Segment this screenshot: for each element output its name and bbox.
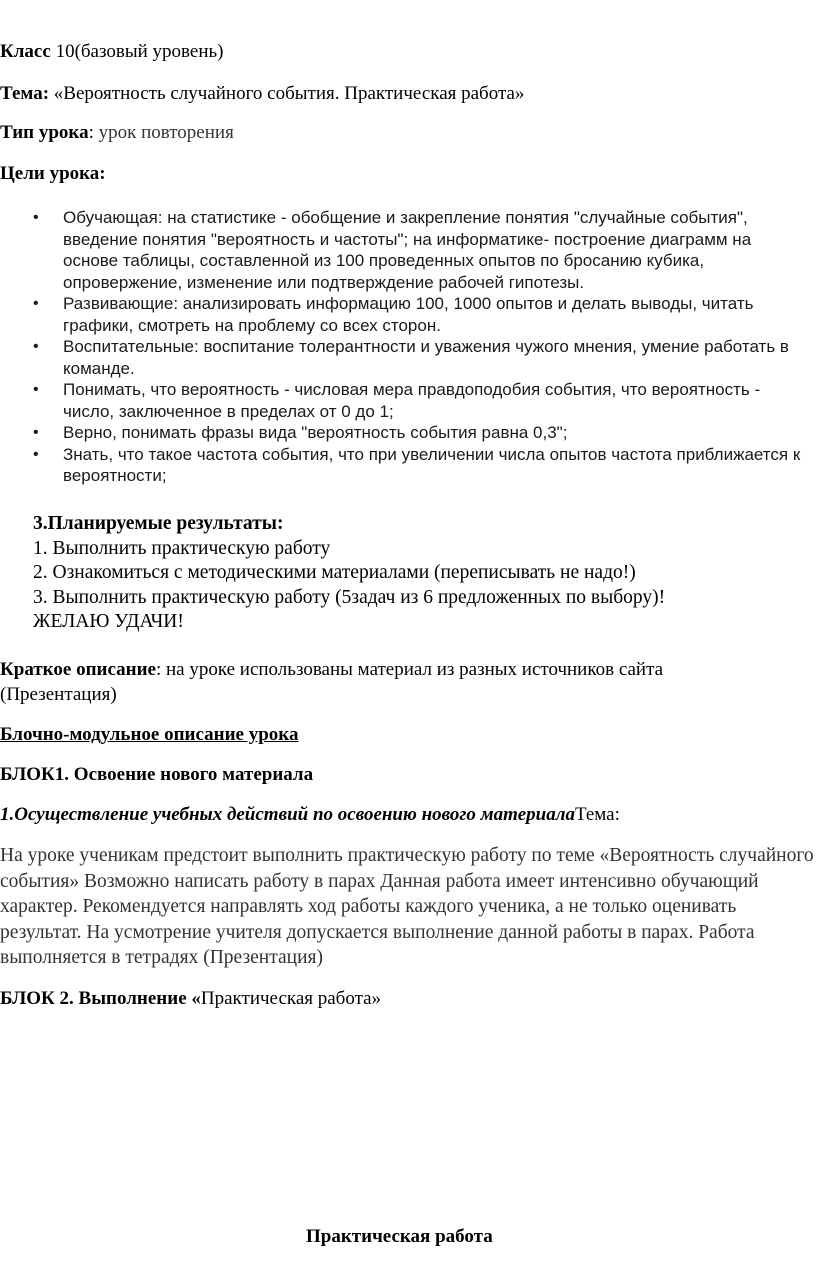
topic-value: «Вероятность случайного события. Практическая работа» [49, 83, 525, 104]
block1-subtitle-bold: 1.Осуществление учебных действий по освоению нового материала [0, 804, 575, 825]
summary-label: Краткое описание [0, 659, 156, 680]
block2-tail: Практическая работа» [200, 988, 382, 1009]
class-line [0, 41, 224, 63]
block2-line [0, 988, 381, 1010]
list-item: ЖЕЛАЮ УДАЧИ! [33, 611, 184, 632]
footer-title: Практическая работа [306, 1226, 493, 1247]
topic-label: Тема: [0, 83, 50, 104]
summary [0, 657, 800, 707]
block2-label: БЛОК 2. Выполнение « [0, 988, 201, 1009]
list-item: 2. Ознакомиться с методическими материалами (переписывать не надо!) [33, 562, 636, 583]
goals-heading: Цели урока: [0, 163, 106, 184]
list-item: • Знать, что такое частота события, что при увеличении числа опытов частота приближается к вероятности; [33, 444, 808, 487]
lesson-type-sep: : [88, 122, 94, 143]
list-item: • Воспитательные: воспитание толерантности и уважения чужого мнения, умение работать в команде. [33, 336, 808, 379]
class-label: Класс [0, 41, 51, 62]
list-item: • Понимать, что вероятность - числовая мера правдоподобия события, что вероятность - число, заключенное в пределах от 0 до 1; [33, 379, 808, 422]
block1-subtitle-tail: Тема: [574, 804, 620, 825]
block1-paragraph: На уроке ученикам предстоит выполнить практическую работу по теме «Вероятность случайного события» Возможно написать работу в парах Данная работа имеет интенсивно обучающий характер. Рекомендуется направлять ход работы каждого ученика, а не только оценивать результат. На усмотрение учителя допускается выполнение данной работы в парах. Работа выполняется в тетрадях (Презентация) [0, 845, 814, 968]
list-item: 3. Выполнить практическую работу (5задач из 6 предложенных по выбору)! [33, 586, 666, 608]
lesson-type-line [0, 122, 234, 144]
class-value: 10(базовый уровень) [50, 41, 224, 62]
topic-line [0, 83, 524, 105]
block1-title: БЛОК1. Освоение нового материала [0, 764, 314, 785]
planned-heading: 3.Планируемые результаты: [33, 513, 284, 534]
list-item: • Развивающие: анализировать информацию 100, 1000 опытов и делать выводы, читать графики, смотреть на проблему со всех сторон. [33, 293, 808, 336]
planned-results [33, 512, 793, 635]
summary-text-2: (Презентация) [0, 684, 117, 705]
list-item: 1. Выполнить практическую работу [33, 537, 331, 559]
block1-subtitle [0, 804, 620, 826]
lesson-type-value: урок повторения [93, 122, 234, 143]
goals-list [33, 207, 808, 487]
list-item: • Обучающая: на статистике - обобщение и закрепление понятия "случайные события", введение понятия "вероятность и частоты"; на информатике- построение диаграмм на основе таблицы, составленной из 100 проведенных опытов по бросанию кубика, опровержение, изменение или подтверждение рабочей гипотезы. [33, 207, 808, 293]
block-description-heading: Блочно-модульное описание урока [0, 724, 299, 745]
lesson-type-label: Тип урока [0, 122, 89, 143]
summary-text: : на уроке использованы материал из разных источников сайта [155, 659, 664, 680]
list-item: • Верно, понимать фразы вида "вероятность события равна 0,3"; [33, 422, 808, 444]
